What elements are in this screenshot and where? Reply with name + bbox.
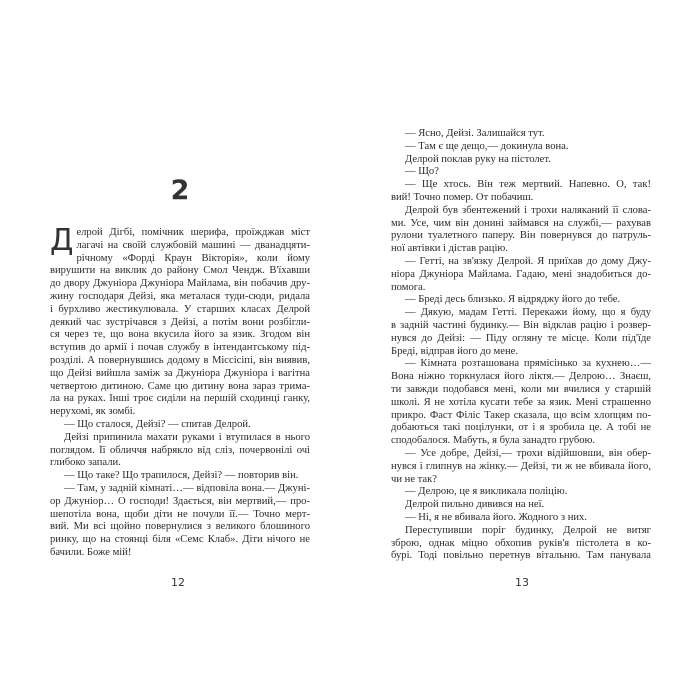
text-line: сподобалося. Мабуть, я була занадто грубою. — [391, 435, 596, 447]
text-line: Бреді, відправ його до мене. — [391, 345, 518, 357]
text-line: — Бреді десь близько. Я відряджу його до тебе. — [405, 294, 621, 306]
text-line: — Кімната розташована прямісінько за кухнею…— — [405, 358, 651, 370]
right-page — [350, 0, 700, 700]
text-line: Вона ніжно торкнулася його ліктя.— Делрою… Знаєш, — [391, 371, 651, 383]
text-line: — Дякую, мадам Гетті. Перекажи йому, що я буду — [405, 307, 651, 319]
paragraph — [391, 499, 651, 512]
text-line: розділі. А повернувшись додому в Міссісіпі, він виявив, — [50, 354, 310, 366]
text-line: ся через те, що вона вкусила його за язик. Згодом він — [50, 329, 310, 341]
page-number-right: 13 — [515, 576, 529, 589]
text-line: глибоко запали. — [50, 457, 121, 469]
text-line: чи не так? — [391, 473, 437, 485]
text-line: нувся і глипнув на жінку.— Дейзі, ти ж не вбивала його, — [391, 460, 651, 472]
paragraph — [391, 128, 651, 141]
text-line: — Що таке? Що трапилося, Дейзі? — повторив він. — [64, 470, 299, 482]
text-line: ор Джуніор… О господи! Здається, він мертвий,— про- — [50, 495, 310, 507]
text-line: — Що? — [405, 166, 439, 178]
text-line: ринку, що на стоянці біля «Семс Клаб». Діти нічого не — [50, 534, 310, 546]
text-line: вий! Точно помер. От побачиш. — [391, 191, 534, 203]
text-line: — Усе добре, Дейзі,— трохи відійшовши, він обер- — [405, 447, 651, 459]
text-line: — Там є ще дещо,— докинула вона. — [405, 140, 569, 152]
text-line: — Ще хтось. Він теж мертвий. Напевно. О, так! — [405, 179, 651, 191]
text-line: — Ясно, Дейзі. Залишайся тут. — [405, 128, 545, 139]
paragraph — [50, 419, 310, 432]
text-line: прикро. Фаст Філіс Такер сказала, що всім хлопцям по- — [391, 409, 651, 421]
text-line: бачили. Боже мій! — [50, 546, 132, 558]
left-page-body — [50, 223, 310, 560]
paragraph — [391, 205, 651, 256]
text-line: вирушити на виклик до району Смол Чендж. В'їхавши — [50, 265, 310, 277]
text-line: жину господаря Дейзі, яка металася туди-сюди, ридала — [50, 290, 310, 302]
paragraph — [50, 432, 310, 470]
page-number-left: 12 — [171, 576, 185, 589]
text-line: до двору Джуніора Джуніора Майлама, він побачив дру- — [50, 278, 310, 290]
paragraph — [391, 358, 651, 448]
text-line: — Що сталося, Дейзі? — спитав Делрой. — [64, 418, 251, 430]
text-line: зброю, однак міцно обхопив руків'я пістолета в ко- — [391, 537, 651, 549]
text-line: школі. Я не хотіла кусати тебе за язик. Мені страшенно — [391, 396, 651, 408]
text-line: ніора Джуніора Майлама. Гадаю, мені знадобиться до- — [391, 268, 651, 280]
text-line: ти завжди подобався мені, коли ми вчилися у старшій — [391, 383, 651, 395]
paragraph — [391, 512, 651, 525]
text-line: річному «Форді Краун Вікторія», коли йому — [76, 252, 310, 264]
text-line: ної автівки і дістав рацію. — [391, 243, 508, 255]
text-line: поглядом. Її обличчя набрякло від сліз, почервонілі очі — [50, 444, 310, 456]
text-line: шепотіла вона, щоби діти не почули її.— Точно мерт- — [50, 508, 310, 520]
text-line: — Ні, я не вбивала його. Жодного з них. — [405, 511, 587, 523]
text-line: вий. Ми всі щойно повернулися з великого блошиного — [50, 521, 310, 533]
text-line: — Там, у задній кімнаті…— відповіла вона.— Джуні- — [64, 482, 310, 494]
paragraph — [50, 483, 310, 560]
text-line: вступив до армії і почав службу в інтендантському під- — [50, 342, 310, 354]
text-line: ла на руках. Інші троє сиділи на першій сходинці ганку, — [50, 393, 310, 405]
text-line: в задній частині будинку.— Він відклав рацію і розвер- — [391, 319, 651, 331]
paragraph — [391, 307, 651, 358]
paragraph — [391, 141, 651, 154]
text-line: бурі. Тоді повільно перетнув вітальню. Там панувала — [391, 550, 651, 562]
paragraph — [50, 223, 310, 419]
text-line: нерухомі, як зомбі. — [50, 406, 136, 418]
text-line: Делрой поклав руку на пістолет. — [405, 153, 551, 165]
paragraph — [50, 470, 310, 483]
text-line: деякий час зустрічався з Дейзі, а потім вони розбігли- — [50, 316, 310, 328]
right-page-body — [391, 128, 651, 563]
paragraph — [391, 448, 651, 486]
drop-cap: Д — [50, 223, 74, 258]
text-line: Дейзі припинила махати руками і втупилася в нього — [64, 431, 310, 443]
text-line: добаються такі поцілунки, от і я зробила це. А тобі не — [391, 422, 651, 434]
paragraph — [391, 154, 651, 167]
text-line: Переступивши поріг будинку, Делрой не витяг — [405, 524, 651, 536]
text-line: нувся до Дейзі: — Піду огляну те місце. Коли під'їде — [391, 332, 651, 344]
text-line: і бурхливо жестикулювала. У старших класах Делрой — [50, 303, 310, 315]
paragraph — [391, 486, 651, 499]
text-line: лагачі на своїй службовій машині — дванадцяти- — [76, 239, 310, 251]
chapter-number: 2 — [170, 175, 190, 206]
paragraph — [391, 525, 651, 563]
text-line: помога. — [391, 281, 426, 293]
paragraph — [391, 179, 651, 205]
text-line: четвертою дитиною. Саме цю дитину вона зараз трима- — [50, 380, 310, 392]
text-line: Делрой пильно дивився на неї. — [405, 499, 545, 511]
text-line: Делрой був збентежений і трохи наляканий її слова- — [405, 204, 651, 216]
text-line: рулони туалетного паперу. Він повернувся до патруль- — [391, 230, 651, 242]
text-line: ми. Усе, чим він донині займався на службі,— рахував — [391, 217, 651, 229]
text-line: — Гетті, на зв'язку Делрой. Я приїхав до дому Джу- — [405, 255, 651, 267]
text-line: — Делрою, це я викликала поліцію. — [405, 486, 568, 498]
paragraph — [391, 256, 651, 294]
paragraph — [391, 294, 651, 307]
text-line: що Дейзі вийшла заміж за Джуніора Джуніора і вагітна — [50, 367, 310, 379]
paragraph — [391, 166, 651, 179]
text-line: елрой Дігбі, помічник шерифа, проїжджав міст — [76, 227, 310, 238]
